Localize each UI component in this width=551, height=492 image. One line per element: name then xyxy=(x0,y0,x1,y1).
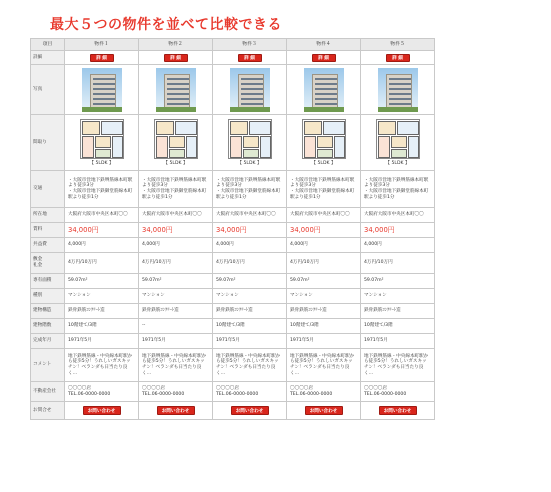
deposit-label-line1: 敷金 xyxy=(33,257,43,263)
completed-cell: 1971年5月 xyxy=(65,334,139,349)
detail-button[interactable]: 詳 細 xyxy=(164,54,188,62)
inquiry-button[interactable]: お問い合わせ xyxy=(83,406,121,415)
floors-cell: 10階建て/3階 xyxy=(213,319,287,334)
agent-cell xyxy=(139,382,213,402)
inquiry-button[interactable]: お問い合わせ xyxy=(231,406,269,415)
floor-plan-room xyxy=(95,136,111,148)
floor-plan xyxy=(80,119,124,167)
floor-plan-room xyxy=(175,121,197,135)
location-cell: 大阪府大阪市中央区本町〇〇 xyxy=(361,208,435,223)
comment-cell: 地下鉄堺筋線・中央線本町駅から徒歩5分！うれしいガスキッチン！ベランダも日当たり良く… xyxy=(65,349,139,382)
completed-cell: 1971年5月 xyxy=(287,334,361,349)
area-cell: 59.07m² xyxy=(361,274,435,289)
floor-plan-caption: 【 5LDK 】 xyxy=(89,160,114,166)
building-photo[interactable] xyxy=(304,68,344,112)
structure-cell: 鉄骨鉄筋ｺﾝｸﾘｰﾄ造 xyxy=(65,304,139,319)
comparison-table xyxy=(30,38,435,420)
location-cell: 大阪府大阪市中央区本町〇〇 xyxy=(213,208,287,223)
floor-plan-room xyxy=(82,136,94,158)
floor-plan-room xyxy=(243,149,259,158)
agent-name: 〇〇〇〇店 xyxy=(68,385,91,391)
photo-windows xyxy=(167,78,189,106)
rent-cell xyxy=(139,223,213,238)
photo-ground xyxy=(82,107,122,112)
photo-ground xyxy=(378,107,418,112)
comment-label: コメント xyxy=(31,349,65,382)
inquiry-button[interactable]: お問い合わせ xyxy=(157,406,195,415)
agent-tel: TEL.06-0000-0000 xyxy=(142,391,185,397)
photo-cell xyxy=(287,65,361,115)
detail-button[interactable]: 詳 細 xyxy=(90,54,114,62)
detail-button[interactable]: 詳 細 xyxy=(386,54,410,62)
comment-cell: 地下鉄堺筋線・中央線本町駅から徒歩5分！うれしいガスキッチン！ベランダも日当たり良く… xyxy=(361,349,435,382)
agent-cell xyxy=(361,382,435,402)
type-cell: マンション xyxy=(139,289,213,304)
traffic-cell: ・大阪市営地下鉄堺筋線本町駅より徒歩3分 ・大阪市営地下鉄御堂筋線本町駅より徒歩1分 xyxy=(65,171,139,208)
building-photo[interactable] xyxy=(230,68,270,112)
comment-row xyxy=(31,349,435,382)
photo-building xyxy=(312,74,338,108)
floor-plan xyxy=(376,119,420,167)
traffic-cell: ・大阪市営地下鉄堺筋線本町駅より徒歩3分 ・大阪市営地下鉄御堂筋線本町駅より徒歩1分 xyxy=(287,171,361,208)
floor-plan-room xyxy=(101,121,123,135)
property-header: 物件３ xyxy=(213,39,287,51)
deposit-cell: 4万円/10万円 xyxy=(213,253,287,274)
photo-windows xyxy=(241,78,263,106)
floor-plan xyxy=(154,119,198,167)
rent-label: 賃料 xyxy=(31,223,65,238)
photo-ground xyxy=(230,107,270,112)
floor-plan-room xyxy=(230,136,242,158)
inquiry-row xyxy=(31,402,435,420)
floor-plan-room xyxy=(186,136,197,158)
deposit-label-line2: 礼金 xyxy=(33,263,43,268)
plan-label: 間取り xyxy=(31,115,65,171)
structure-cell: 鉄骨鉄筋ｺﾝｸﾘｰﾄ造 xyxy=(213,304,287,319)
page-title: 最大５つの物件を並べて比較できる xyxy=(50,17,282,33)
item-header: 項目 xyxy=(31,39,65,51)
property-header: 物件５ xyxy=(361,39,435,51)
floor-plan-cell xyxy=(213,115,287,171)
structure-label: 建物構造 xyxy=(31,304,65,319)
area-cell: 59.07m² xyxy=(139,274,213,289)
common_fee-cell: 4,000円 xyxy=(213,238,287,253)
floor-plan-caption: 【 5LDK 】 xyxy=(237,160,262,166)
photo-windows xyxy=(389,78,411,106)
photo-cell xyxy=(65,65,139,115)
photo-ground xyxy=(304,107,344,112)
floor-plan-room xyxy=(317,149,333,158)
floor-plan-room xyxy=(408,136,419,158)
rent-cell xyxy=(65,223,139,238)
completed-row xyxy=(31,334,435,349)
floor-plan-image[interactable] xyxy=(80,119,124,159)
photo-building xyxy=(386,74,412,108)
inquiry-cell xyxy=(287,402,361,420)
detail-cell xyxy=(139,51,213,65)
floor-plan-room xyxy=(169,149,185,158)
inquiry-cell xyxy=(213,402,287,420)
building-photo[interactable] xyxy=(378,68,418,112)
photo-windows xyxy=(315,78,337,106)
area-row xyxy=(31,274,435,289)
floor-plan-cell xyxy=(139,115,213,171)
structure-row xyxy=(31,304,435,319)
deposit-cell: 4万円/10万円 xyxy=(287,253,361,274)
floor-plan-room xyxy=(112,136,123,158)
floors-cell: 10階建て/3階 xyxy=(287,319,361,334)
floor-plan-image[interactable] xyxy=(154,119,198,159)
photo-cell xyxy=(139,65,213,115)
floor-plan-room xyxy=(156,121,174,135)
agent-label: 不動産会社 xyxy=(31,382,65,402)
floor-plan-room xyxy=(156,136,168,158)
floor-plan-room xyxy=(169,136,185,148)
type-label: 種別 xyxy=(31,289,65,304)
rent-row xyxy=(31,223,435,238)
rent-cell xyxy=(213,223,287,238)
floor-plan-room xyxy=(243,136,259,148)
agent-name: 〇〇〇〇店 xyxy=(290,385,313,391)
detail-row xyxy=(31,51,435,65)
inquiry-label: お問合せ xyxy=(31,402,65,420)
common_fee-cell: 4,000円 xyxy=(361,238,435,253)
rent-value: 34,000円 xyxy=(142,225,173,234)
agent-row xyxy=(31,382,435,402)
common_fee-row xyxy=(31,238,435,253)
completed-cell: 1971年5月 xyxy=(139,334,213,349)
agent-cell xyxy=(213,382,287,402)
rent-value: 34,000円 xyxy=(216,225,247,234)
comment-cell: 地下鉄堺筋線・中央線本町駅から徒歩5分！うれしいガスキッチン！ベランダも日当たり良く… xyxy=(287,349,361,382)
agent-tel: TEL.06-0000-0000 xyxy=(68,391,111,397)
floor-plan-cell xyxy=(65,115,139,171)
floors-cell: 10階建て/3階 xyxy=(361,319,435,334)
floor-plan xyxy=(302,119,346,167)
floor-plan-caption: 【 5LDK 】 xyxy=(163,160,188,166)
property-header: 物件１ xyxy=(65,39,139,51)
area-cell: 59.07m² xyxy=(213,274,287,289)
photo-cell xyxy=(361,65,435,115)
rent-cell xyxy=(287,223,361,238)
agent-tel: TEL.06-0000-0000 xyxy=(290,391,333,397)
location-label: 所在地 xyxy=(31,208,65,223)
plan-row xyxy=(31,115,435,171)
common_fee-cell: 4,000円 xyxy=(65,238,139,253)
detail-cell xyxy=(361,51,435,65)
type-cell: マンション xyxy=(287,289,361,304)
detail-cell xyxy=(213,51,287,65)
floor-plan-image[interactable] xyxy=(376,119,420,159)
photo-row xyxy=(31,65,435,115)
floor-plan-room xyxy=(378,136,390,158)
traffic-cell: ・大阪市営地下鉄堺筋線本町駅より徒歩3分 ・大阪市営地下鉄御堂筋線本町駅より徒歩1分 xyxy=(139,171,213,208)
rent-value: 34,000円 xyxy=(364,225,395,234)
floor-plan-image[interactable] xyxy=(302,119,346,159)
property-header: 物件４ xyxy=(287,39,361,51)
deposit-cell: 4万円/10万円 xyxy=(139,253,213,274)
comparison-body xyxy=(31,39,435,420)
detail-cell xyxy=(287,51,361,65)
floor-plan-room xyxy=(230,121,248,135)
floor-plan-cell xyxy=(361,115,435,171)
floor-plan-room xyxy=(249,121,271,135)
rent-value: 34,000円 xyxy=(68,225,99,234)
traffic-cell: ・大阪市営地下鉄堺筋線本町駅より徒歩3分 ・大阪市営地下鉄御堂筋線本町駅より徒歩1分 xyxy=(213,171,287,208)
agent-cell xyxy=(287,382,361,402)
floor-plan-room xyxy=(304,136,316,158)
detail-label: 詳細 xyxy=(31,51,65,65)
type-row xyxy=(31,289,435,304)
inquiry-cell xyxy=(139,402,213,420)
completed-cell: 1971年5月 xyxy=(213,334,287,349)
structure-cell: 鉄骨鉄筋ｺﾝｸﾘｰﾄ造 xyxy=(287,304,361,319)
photo-building xyxy=(164,74,190,108)
photo-windows xyxy=(93,78,115,106)
detail-cell xyxy=(65,51,139,65)
comment-cell: 地下鉄堺筋線・中央線本町駅から徒歩5分！うれしいガスキッチン！ベランダも日当たり良く… xyxy=(139,349,213,382)
completed-cell: 1971年5月 xyxy=(361,334,435,349)
floor-plan-room xyxy=(391,136,407,148)
floor-plan-cell xyxy=(287,115,361,171)
deposit-row xyxy=(31,253,435,274)
rent-value: 34,000円 xyxy=(290,225,321,234)
agent-name: 〇〇〇〇店 xyxy=(142,385,165,391)
floor-plan-caption: 【 5LDK 】 xyxy=(385,160,410,166)
location-cell: 大阪府大阪市中央区本町〇〇 xyxy=(287,208,361,223)
floors-cell: -- xyxy=(139,319,213,334)
agent-cell xyxy=(65,382,139,402)
structure-cell: 鉄骨鉄筋ｺﾝｸﾘｰﾄ造 xyxy=(361,304,435,319)
location-cell: 大阪府大阪市中央区本町〇〇 xyxy=(139,208,213,223)
floor-plan-room xyxy=(397,121,419,135)
deposit-label xyxy=(31,253,65,274)
common_fee-cell: 4,000円 xyxy=(287,238,361,253)
photo-building xyxy=(238,74,264,108)
agent-tel: TEL.06-0000-0000 xyxy=(216,391,259,397)
floor-plan-caption: 【 5LDK 】 xyxy=(311,160,336,166)
type-cell: マンション xyxy=(213,289,287,304)
detail-button[interactable]: 詳 細 xyxy=(238,54,262,62)
inquiry-cell xyxy=(65,402,139,420)
structure-cell: 鉄骨鉄筋ｺﾝｸﾘｰﾄ造 xyxy=(139,304,213,319)
traffic-row xyxy=(31,171,435,208)
rent-cell xyxy=(361,223,435,238)
agent-name: 〇〇〇〇店 xyxy=(364,385,387,391)
floors-label: 建物階数 xyxy=(31,319,65,334)
inquiry-cell xyxy=(361,402,435,420)
floor-plan-room xyxy=(391,149,407,158)
location-cell: 大阪府大阪市中央区本町〇〇 xyxy=(65,208,139,223)
deposit-cell: 4万円/10万円 xyxy=(65,253,139,274)
floor-plan-room xyxy=(378,121,396,135)
type-cell: マンション xyxy=(361,289,435,304)
floor-plan-room xyxy=(334,136,345,158)
photo-building xyxy=(90,74,116,108)
agent-tel: TEL.06-0000-0000 xyxy=(364,391,407,397)
common_fee-label: 共益費 xyxy=(31,238,65,253)
traffic-label: 交通 xyxy=(31,171,65,208)
floor-plan xyxy=(228,119,272,167)
property-header: 物件２ xyxy=(139,39,213,51)
inquiry-button[interactable]: お問い合わせ xyxy=(379,406,417,415)
traffic-cell: ・大阪市営地下鉄堺筋線本町駅より徒歩3分 ・大阪市営地下鉄御堂筋線本町駅より徒歩1分 xyxy=(361,171,435,208)
floors-cell: 10階建て/3階 xyxy=(65,319,139,334)
type-cell: マンション xyxy=(65,289,139,304)
inquiry-button[interactable]: お問い合わせ xyxy=(305,406,343,415)
floors-row xyxy=(31,319,435,334)
area-cell: 59.07m² xyxy=(287,274,361,289)
location-row xyxy=(31,208,435,223)
floor-plan-room xyxy=(260,136,271,158)
floor-plan-room xyxy=(95,149,111,158)
floor-plan-room xyxy=(304,121,322,135)
photo-label: 写真 xyxy=(31,65,65,115)
header-row xyxy=(31,39,435,51)
building-photo[interactable] xyxy=(82,68,122,112)
photo-cell xyxy=(213,65,287,115)
floor-plan-room xyxy=(323,121,345,135)
agent-name: 〇〇〇〇店 xyxy=(216,385,239,391)
floor-plan-room xyxy=(82,121,100,135)
completed-label: 完成年月 xyxy=(31,334,65,349)
area-cell: 59.07m² xyxy=(65,274,139,289)
floor-plan-image[interactable] xyxy=(228,119,272,159)
floor-plan-room xyxy=(317,136,333,148)
common_fee-cell: 4,000円 xyxy=(139,238,213,253)
building-photo[interactable] xyxy=(156,68,196,112)
area-label: 専有面積 xyxy=(31,274,65,289)
deposit-cell: 4万円/10万円 xyxy=(361,253,435,274)
comment-cell: 地下鉄堺筋線・中央線本町駅から徒歩5分！うれしいガスキッチン！ベランダも日当たり良く… xyxy=(213,349,287,382)
detail-button[interactable]: 詳 細 xyxy=(312,54,336,62)
photo-ground xyxy=(156,107,196,112)
